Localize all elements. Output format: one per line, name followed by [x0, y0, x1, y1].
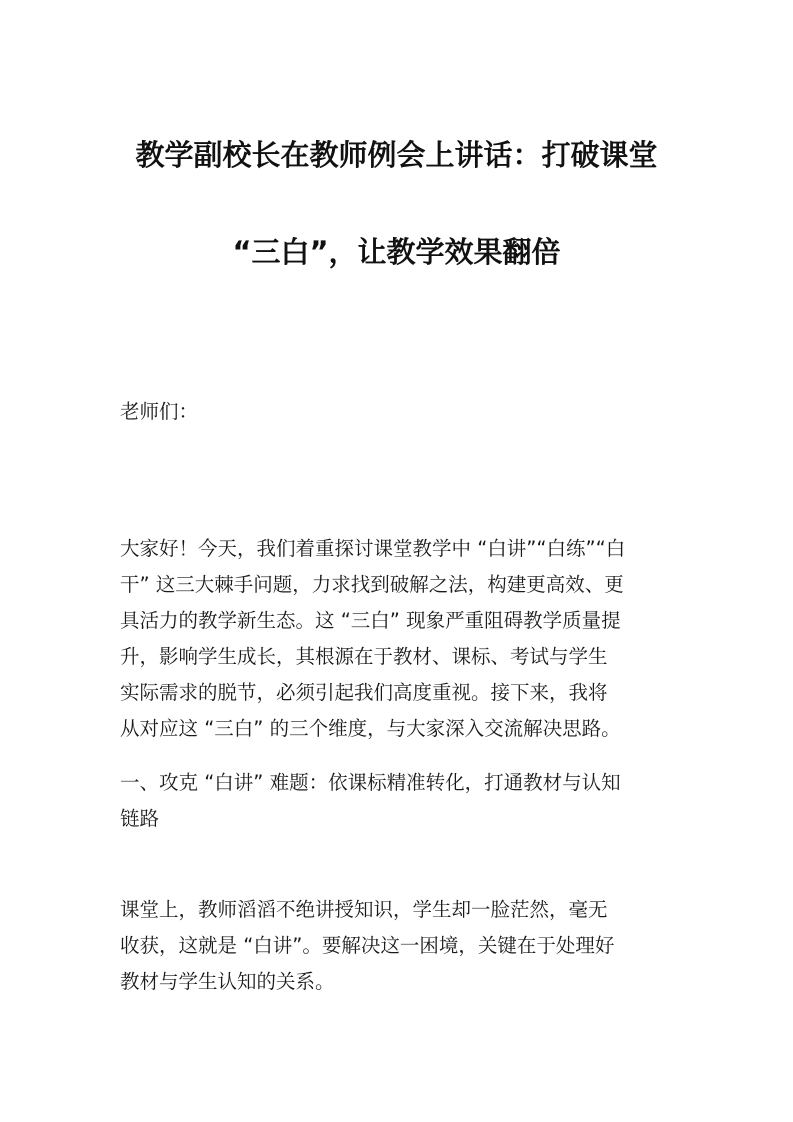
intro-paragraph [120, 531, 676, 747]
paragraph-line: 从对应这 “三白” 的三个维度，与大家深入交流解决思路。 [120, 717, 621, 740]
paragraph-line: 大家好！今天，我们着重探讨课堂教学中 “白讲”“白练”“白 [120, 537, 626, 560]
paragraph-line: 具活力的教学新生态。这 “三白” 现象严重阻碍教学质量提 [120, 609, 621, 632]
paragraph-line: 收获，这就是 “白讲”。要解决这一困境，关键在于处理好 [120, 934, 615, 957]
paragraph-line: 教材与学生认知的关系。 [120, 970, 335, 993]
paragraph-line: 实际需求的脱节，必须引起我们高度重视。接下来，我将 [120, 681, 608, 704]
section-heading-line: 链路 [120, 807, 160, 830]
paragraph-line: 干” 这三大棘手问题，力求找到破解之法，构建更高效、更 [120, 573, 624, 596]
paragraph-line: 课堂上，教师滔滔不绝讲授知识，学生却一脸茫然，毫无 [120, 898, 608, 921]
document-title-line-2: “三白”，让教学效果翻倍 [232, 235, 561, 269]
section-heading-1 [120, 765, 676, 837]
document-title-line-1: 教学副校长在教师例会上讲话：打破课堂 [135, 138, 658, 172]
greeting-text: 老师们： [120, 400, 199, 423]
paragraph-line: 升，影响学生成长，其根源在于教材、课标、考试与学生 [120, 645, 608, 668]
section-paragraph [120, 892, 676, 1000]
greeting [120, 394, 676, 430]
section-heading-line: 一、攻克 “白讲” 难题：依课标精准转化，打通教材与认知 [120, 771, 621, 794]
